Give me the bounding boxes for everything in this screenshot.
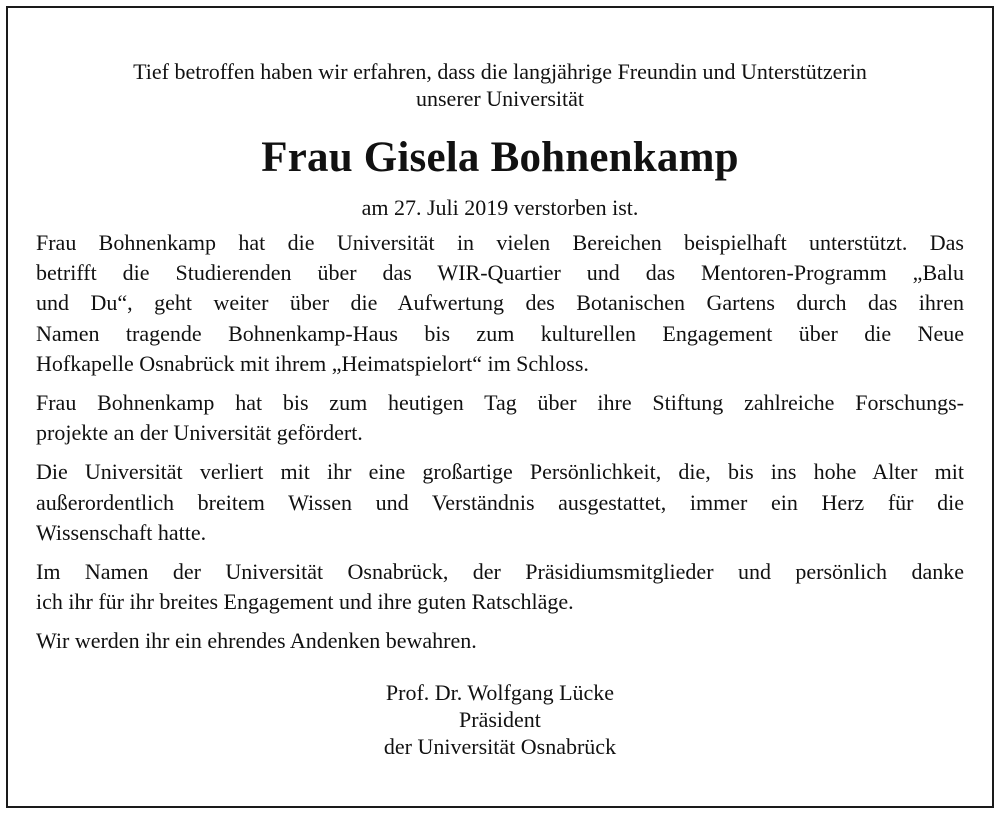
paragraph-line: betrifft die Studierenden über das WIR-Quartier und das Mentoren-Programm „Balu (36, 260, 964, 286)
paragraph-line: Im Namen der Universität Osnabrück, der Präsidiumsmitglieder und persönlich danke (36, 559, 964, 585)
death-date-line: am 27. Juli 2019 verstorben ist. (361, 195, 639, 220)
paragraph-support (36, 228, 964, 379)
paragraph-line: Namen tragende Bohnenkamp-Haus bis zum kulturellen Engagement über die Neue (36, 320, 964, 346)
intro-line-1: Tief betroffen haben wir erfahren, dass die langjährige Freundin und Unterstützerin (133, 59, 867, 84)
intro-line-2: unserer Universität (416, 86, 584, 111)
paragraph-line: projekte an der Universität gefördert. (36, 420, 363, 446)
paragraph-thanks (36, 557, 964, 617)
paragraph-line: ich ihr für ihr breites Engagement und ihre guten Ratschläge. (36, 589, 574, 615)
signatory-institution: der Universität Osnabrück (383, 733, 617, 759)
paragraph-line: Wissenschaft hatte. (36, 519, 207, 545)
paragraph-line: Die Universität verliert mit ihr eine großartige Persönlichkeit, die, bis ins hohe Alter mit (36, 459, 964, 485)
signatory-name: Prof. Dr. Wolfgang Lücke (385, 679, 615, 705)
body-text (36, 228, 964, 657)
intro-text (36, 58, 964, 112)
signatory-title: Präsident (459, 706, 541, 732)
paragraph-line: und Du“, geht weiter über die Aufwertung des Botanischen Gartens durch das ihren (36, 290, 964, 316)
paragraph-line: Frau Bohnenkamp hat bis zum heutigen Tag über ihre Stiftung zahlreiche Forschungs- (36, 390, 964, 416)
paragraph-personality (36, 457, 964, 548)
signature-block (36, 679, 964, 760)
deceased-name: Frau Gisela Bohnenkamp (261, 134, 739, 181)
paragraph-line: Wir werden ihr ein ehrendes Andenken bewahren. (36, 628, 477, 654)
notice-content (36, 58, 964, 760)
obituary-notice (6, 6, 994, 808)
paragraph-foundation (36, 388, 964, 448)
paragraph-line: Hofkapelle Osnabrück mit ihrem „Heimatspielort“ im Schloss. (36, 350, 589, 376)
paragraph-remembrance (36, 626, 964, 656)
paragraph-line: außerordentlich breitem Wissen und Verständnis ausgestattet, immer ein Herz für die (36, 489, 964, 515)
paragraph-line: Frau Bohnenkamp hat die Universität in vielen Bereichen beispielhaft unterstützt. Das (36, 230, 964, 255)
